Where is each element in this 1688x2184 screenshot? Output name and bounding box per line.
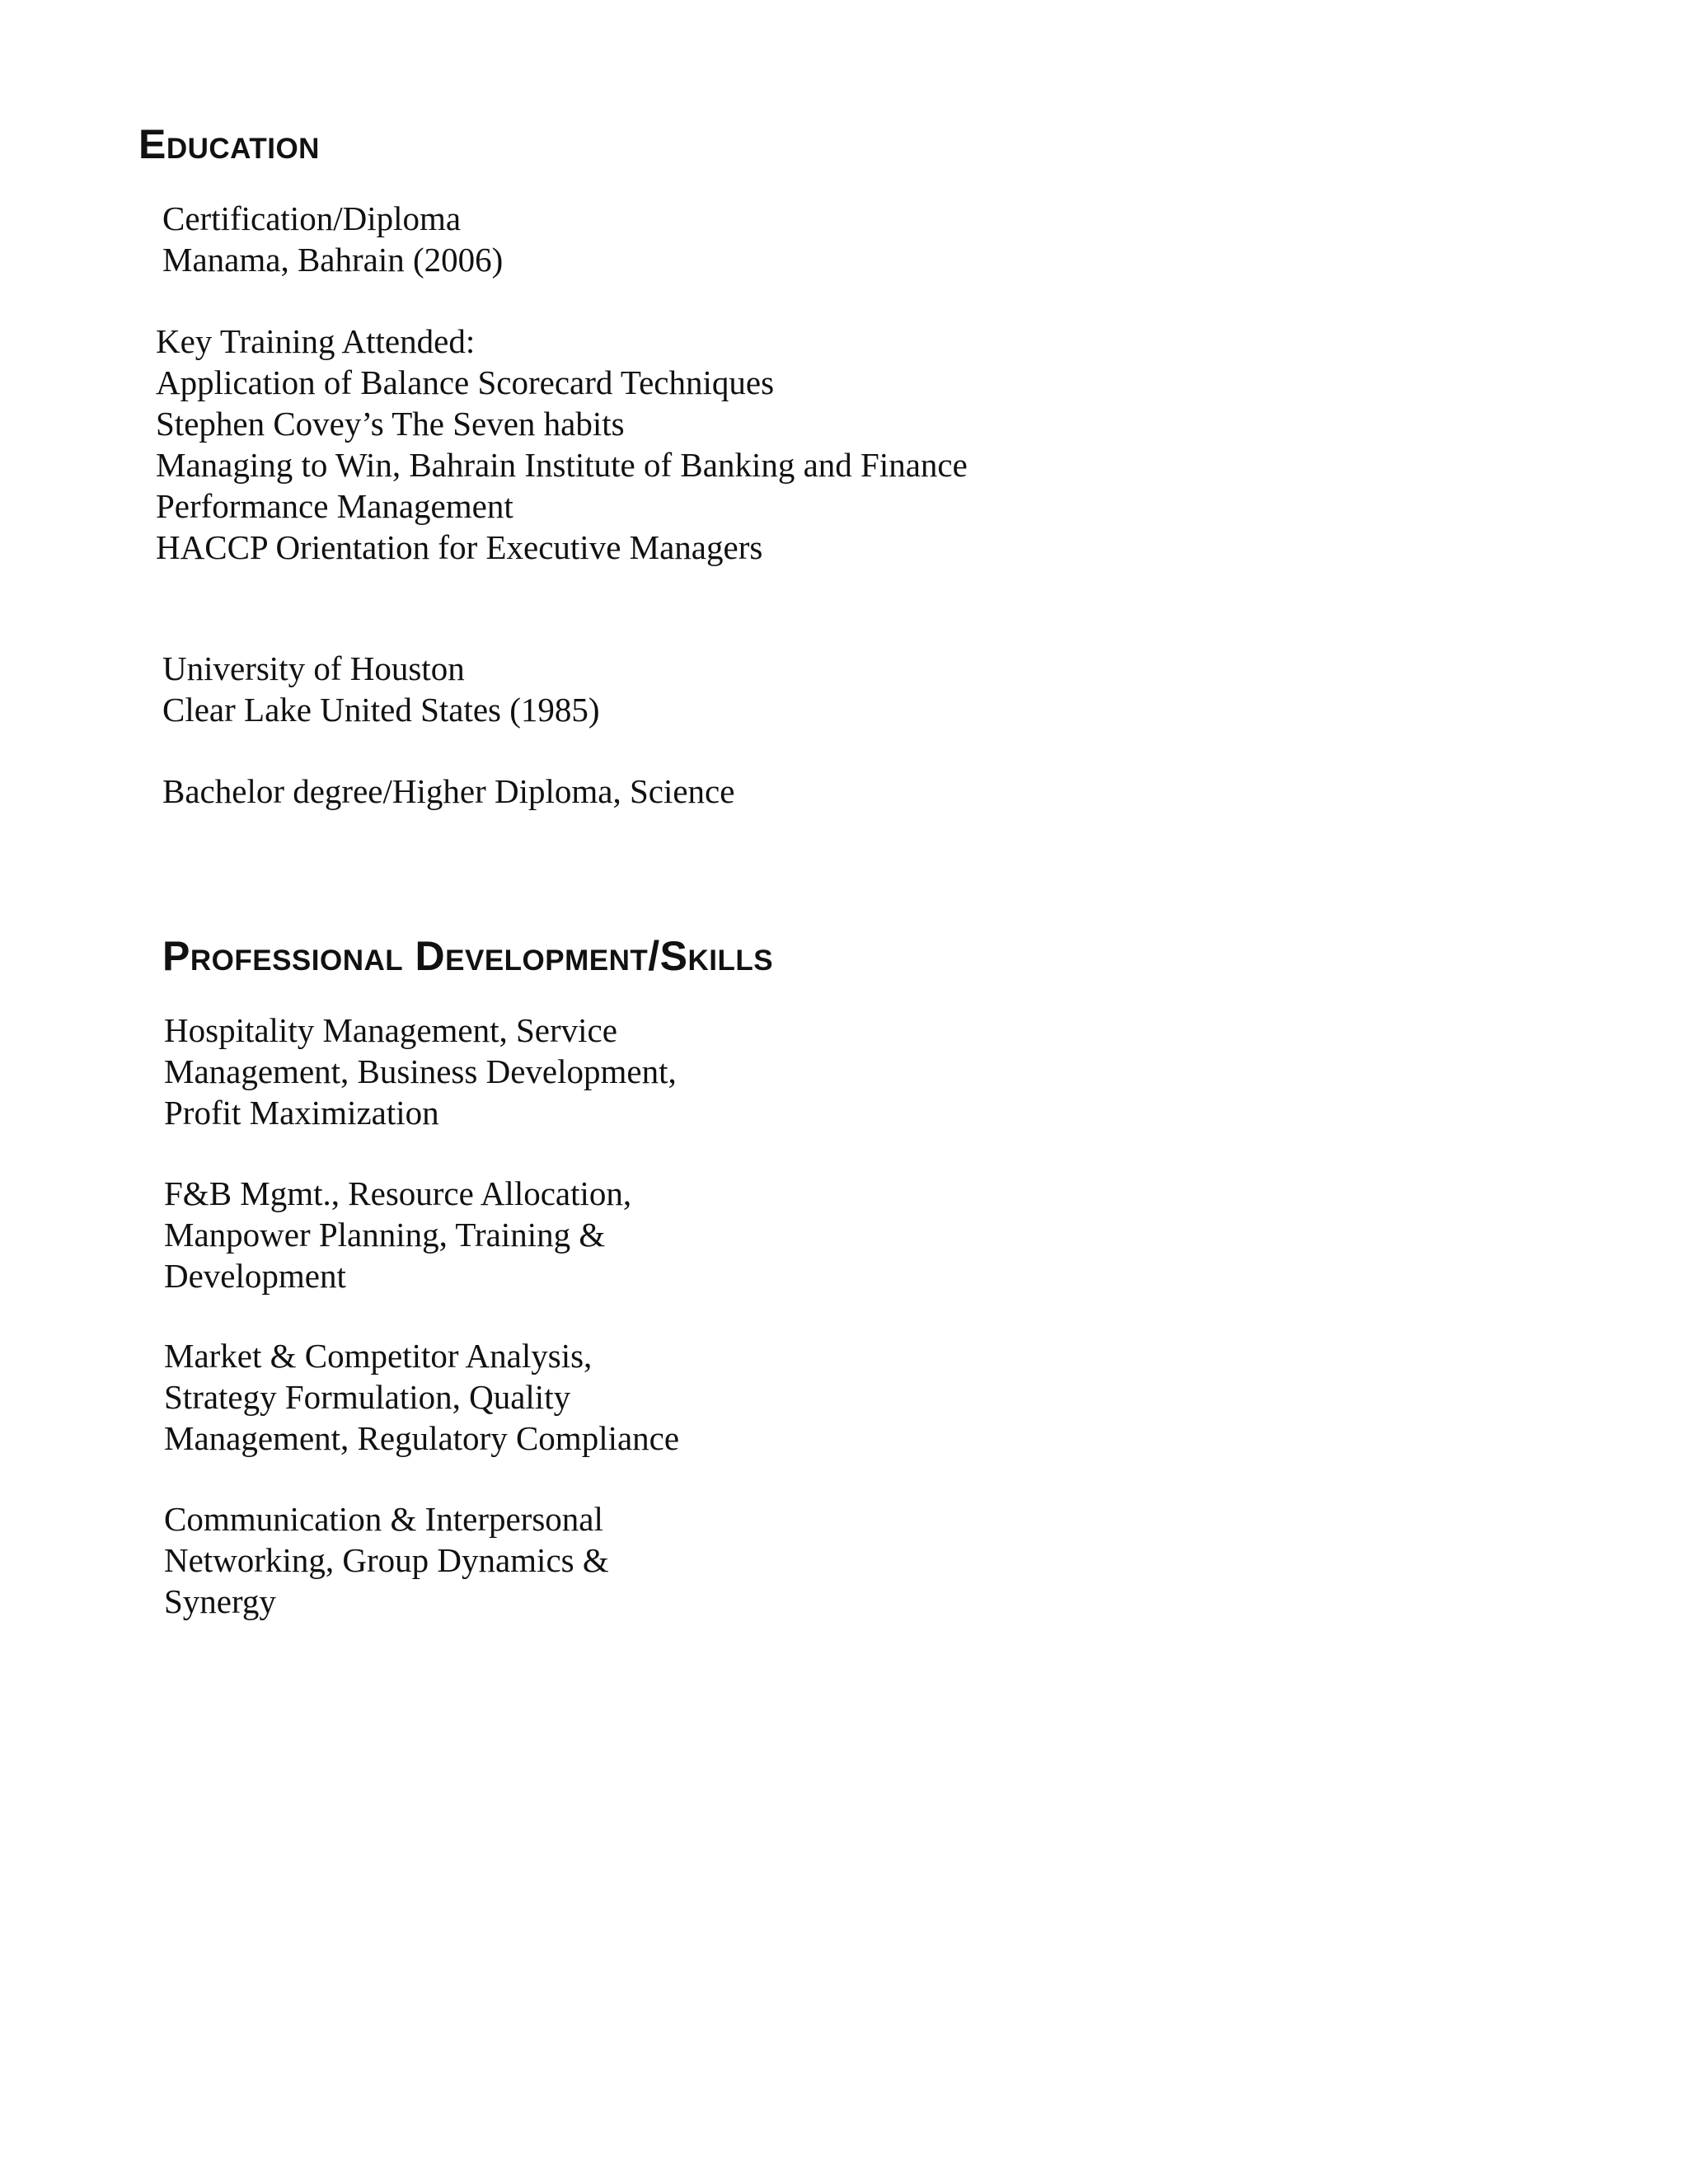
skills-group xyxy=(164,1498,609,1622)
degree-entry xyxy=(162,771,734,812)
skills-group xyxy=(164,1335,679,1459)
university-entry xyxy=(162,648,600,730)
training-item: Managing to Win, Bahrain Institute of Banking and Finance xyxy=(156,446,968,484)
university-name: University of Houston xyxy=(162,649,465,687)
skills-line: Strategy Formulation, Quality xyxy=(164,1378,571,1416)
university-location-year: Clear Lake United States (1985) xyxy=(162,691,600,729)
training-item: Performance Management xyxy=(156,487,513,525)
skills-line: Profit Maximization xyxy=(164,1094,439,1132)
skills-line: F&B Mgmt., Resource Allocation, xyxy=(164,1174,632,1212)
degree-title: Bachelor degree/Higher Diploma, Science xyxy=(162,772,735,810)
skills-line: Communication & Interpersonal xyxy=(164,1500,603,1538)
training-item: HACCP Orientation for Executive Managers xyxy=(156,528,763,566)
training-item: Application of Balance Scorecard Techniques xyxy=(156,363,775,401)
skills-line: Management, Business Development, xyxy=(164,1052,677,1090)
skills-group xyxy=(164,1010,677,1133)
training-item: Stephen Covey’s The Seven habits xyxy=(156,405,625,443)
key-training-label: Key Training Attended: xyxy=(156,322,476,360)
skills-line: Hospitality Management, Service xyxy=(164,1011,617,1049)
skills-group xyxy=(164,1173,631,1296)
certification-entry xyxy=(162,198,503,280)
education-heading: Education xyxy=(138,121,320,167)
skills-line: Manpower Planning, Training & xyxy=(164,1216,606,1254)
skills-line: Networking, Group Dynamics & xyxy=(164,1541,609,1579)
skills-heading: Professional Development/Skills xyxy=(162,933,774,979)
key-training-list xyxy=(156,321,968,568)
skills-line: Synergy xyxy=(164,1582,276,1620)
skills-line: Development xyxy=(164,1257,346,1295)
skills-line: Market & Competitor Analysis, xyxy=(164,1337,593,1375)
certification-location-year: Manama, Bahrain (2006) xyxy=(162,241,504,279)
skills-line: Management, Regulatory Compliance xyxy=(164,1419,680,1457)
certification-title: Certification/Diploma xyxy=(162,199,462,237)
